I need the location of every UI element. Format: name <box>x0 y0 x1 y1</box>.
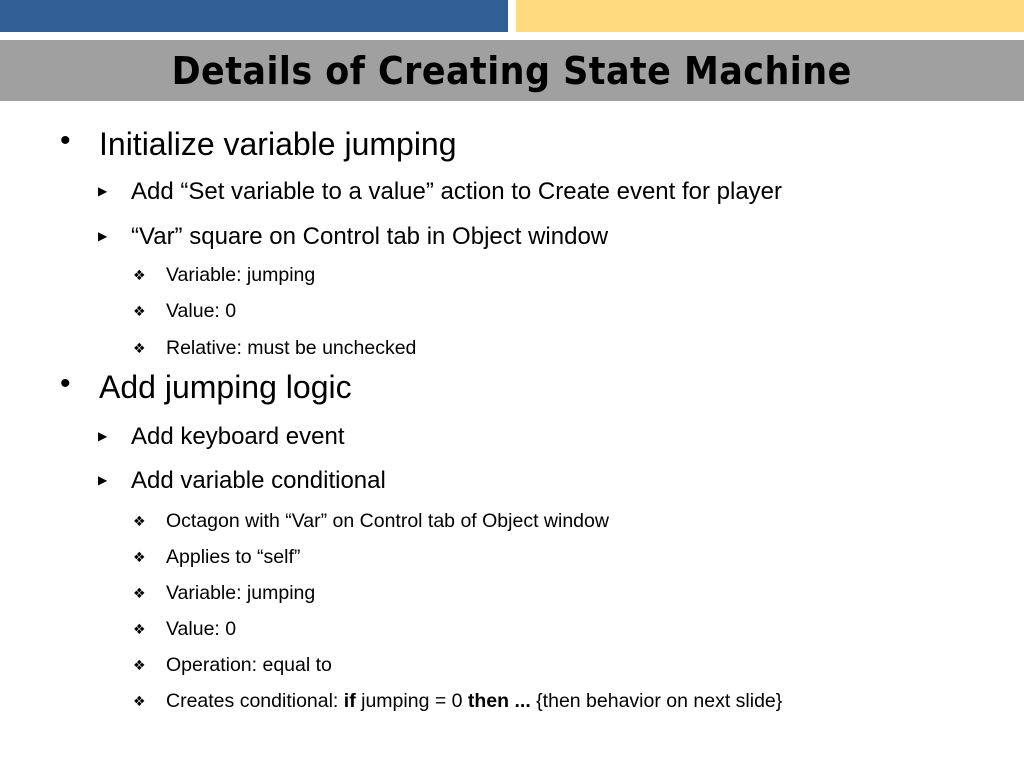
list-item-text: Operation: equal to <box>166 654 332 676</box>
diamond-bullet-icon: ❖ <box>133 267 146 283</box>
bullet-1-sub-2-text: “Var” square on Control tab in Object window <box>131 223 609 250</box>
list-item-text: Variable: jumping <box>166 264 316 286</box>
if-keyword: if <box>343 690 356 712</box>
bullet-2-sub-1-text: Add keyboard event <box>131 423 345 450</box>
diamond-bullet-icon: ❖ <box>133 585 146 601</box>
bullet-1-text: Initialize variable jumping <box>99 126 457 162</box>
diamond-bullet-icon: ❖ <box>133 657 146 673</box>
list-item-text: Applies to “self” <box>166 546 301 568</box>
triangle-bullet-icon: ▶ <box>98 229 108 243</box>
round-bullet-icon: • <box>60 124 71 157</box>
diamond-bullet-icon: ❖ <box>133 513 146 529</box>
list-item-text: Value: 0 <box>166 618 237 640</box>
diamond-bullet-icon: ❖ <box>133 549 146 565</box>
slide-title: Details of Creating State Machine <box>171 48 853 93</box>
conditional-prefix: Creates conditional: <box>166 690 344 712</box>
list-item-text: Variable: jumping <box>166 582 316 604</box>
triangle-bullet-icon: ▶ <box>98 184 108 198</box>
list-item-text: Octagon with “Var” on Control tab of Object window <box>166 510 609 532</box>
list-item-text: Value: 0 <box>166 300 237 322</box>
diamond-bullet-icon: ❖ <box>133 303 146 319</box>
list-item-text <box>166 690 782 713</box>
conditional-middle: jumping = 0 <box>355 690 468 712</box>
round-bullet-icon: • <box>60 367 71 400</box>
then-keyword: then ... <box>467 690 531 712</box>
bullet-2-sub-2-text: Add variable conditional <box>131 467 386 494</box>
diamond-bullet-icon: ❖ <box>133 621 146 637</box>
diamond-bullet-icon: ❖ <box>133 693 146 709</box>
list-item-text: Relative: must be unchecked <box>166 337 417 359</box>
bullet-2-text: Add jumping logic <box>99 369 352 405</box>
title-band <box>0 40 1024 101</box>
bullet-1-sub-1-text: Add “Set variable to a value” action to Create event for player <box>131 178 783 205</box>
header-bar-blue <box>0 0 508 32</box>
conditional-suffix: {then behavior on next slide} <box>530 690 783 712</box>
diamond-bullet-icon: ❖ <box>133 340 146 356</box>
triangle-bullet-icon: ▶ <box>98 473 108 487</box>
triangle-bullet-icon: ▶ <box>98 429 108 443</box>
header-bar-yellow <box>516 0 1024 32</box>
